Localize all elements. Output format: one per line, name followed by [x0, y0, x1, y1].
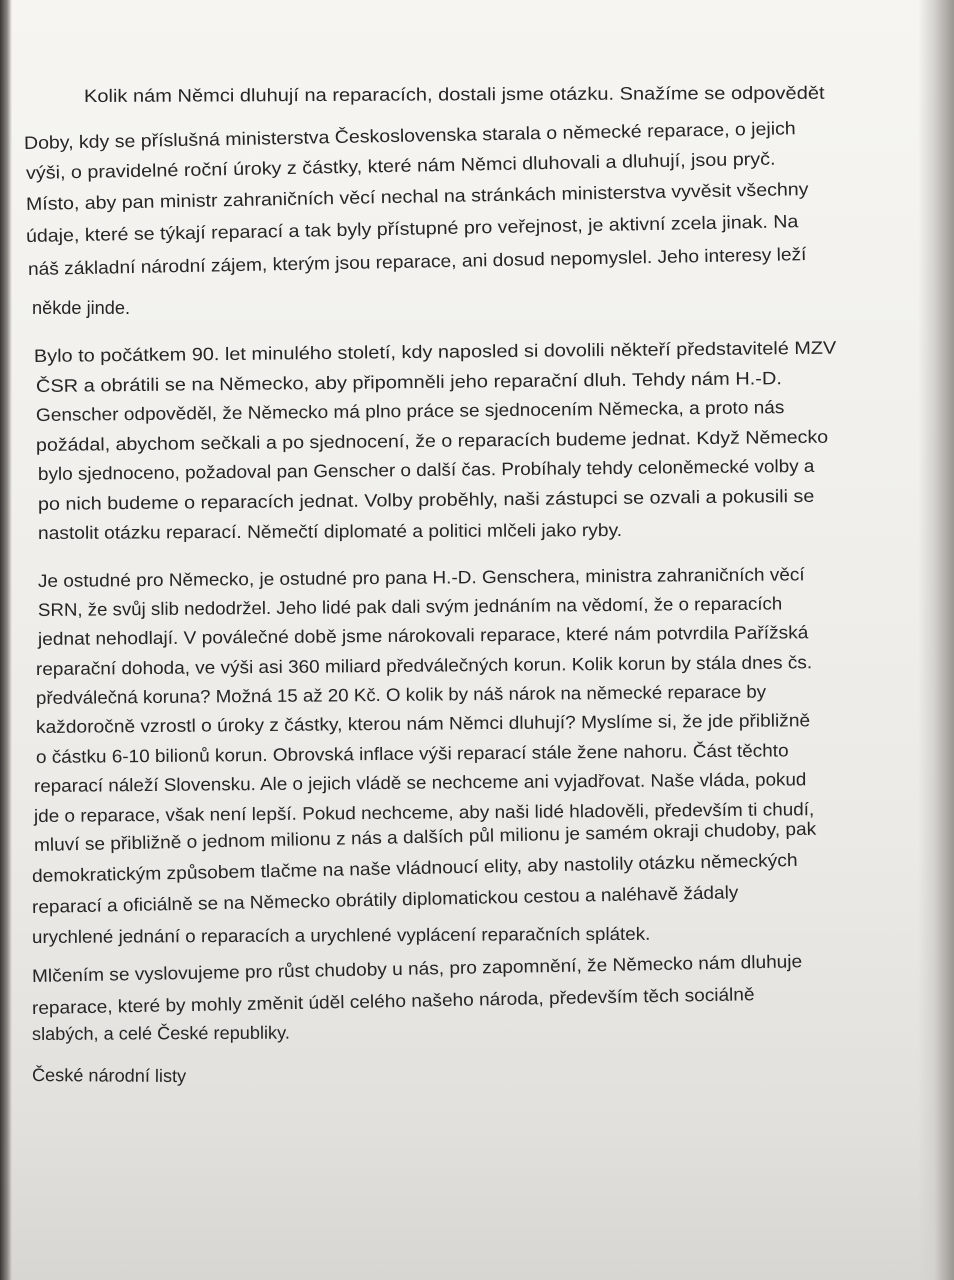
- paragraph-line: výši, o pravidelné roční úroky z částky, které nám Němci dluhovali a dluhují, jsou pryč.: [25, 148, 776, 183]
- paragraph-line: každoročně vzrostl o úroky z částky, kterou nám Němci dluhují? Myslíme si, že jde přibližně: [35, 710, 811, 737]
- paragraph-line: jde o reparace, však není lepší. Pokud nechceme, aby naši lidé hladověli, především ti chudí,: [33, 799, 815, 826]
- paragraph-line: demokratickým způsobem tlačme na naše vládnoucí elity, aby nastolily otázku německých: [31, 849, 798, 886]
- paragraph-line: Doby, kdy se příslušná ministerstva Československa starala o německé reparace, o jejich: [23, 118, 796, 153]
- paragraph-line: nastolit otázku reparací. Němečtí diplomaté a politici mlčeli jako ryby.: [37, 519, 623, 543]
- page-left-shadow: [0, 0, 12, 1280]
- paragraph-line: Mlčením se vyslovujeme pro růst chudoby u nás, pro zapomnění, že Německo nám dluhuje: [31, 951, 803, 986]
- paragraph-line: Místo, aby pan ministr zahraničních věcí nechal na stránkách ministerstva vyvěsit všechny: [25, 178, 809, 214]
- paragraph-line: Je ostudné pro Německo, je ostudné pro pana H.-D. Genschera, ministra zahraničních věcí: [37, 564, 805, 591]
- paragraph-line: o částku 6-10 bilionů korun. Obrovská inflace výši reparací stále žene nahoru. Část těchto: [35, 740, 789, 767]
- document-title: Kolik nám Němci dluhují na reparacích, dostali jsme otázku. Snažíme se odpovědět: [83, 82, 825, 106]
- signature-line: České národní listy: [31, 1065, 187, 1087]
- paragraph-line: bylo sjednoceno, požadoval pan Genscher o další čas. Probíhaly tehdy celoněmecké volby a: [37, 455, 815, 484]
- paragraph-line: Bylo to počátkem 90. let minulého století, kdy naposled si dovolili někteří představitelé MZV: [33, 337, 837, 366]
- paragraph-line: někde jinde.: [32, 298, 131, 318]
- paragraph-line: předválečná koruna? Možná 15 až 20 Kč. O kolik by náš nárok na německé reparace by: [35, 681, 767, 708]
- paragraph-line: údaje, které se týkají reparací a tak byly přístupné pro veřejnost, je aktivní zcela jinak. Na: [25, 211, 799, 246]
- paragraph-line: reparace, které by mohly změnit úděl celého našeho národa, především těch sociálně: [31, 984, 755, 1018]
- paragraph-line: mluví se přibližně o jednom milionu z nás a dalších půl milionu je samém okraji chudoby, pak: [33, 818, 817, 855]
- paragraph-line: jednat nehodlají. V poválečné době jsme nárokovali reparace, které nám potvrdila Pařížská: [37, 622, 809, 649]
- paragraph-line: reparací náleží Slovensku. Ale o jejich vládě se nechceme ani vyjadřovat. Naše vláda, pokud: [33, 769, 807, 796]
- paragraph-line: reparací a oficiálně se na Německo obrátily diplomatickou cestou a naléhavě žádaly: [31, 882, 739, 917]
- paragraph-line: reparační dohoda, ve výši asi 360 miliard předválečných korun. Kolik korun by stála dnes čs.: [35, 652, 813, 679]
- paragraph-line: po nich budeme o reparacích jednat. Volby proběhly, naši zástupci se ozvali a pokusili se: [37, 485, 815, 514]
- paragraph-line: požádal, abychom sečkali a po sjednocení, že o reparacích budeme jednat. Když Německo: [35, 426, 829, 455]
- page-right-shadow: [918, 0, 954, 1280]
- paragraph-line: náš základní národní zájem, kterým jsou reparace, ani dosud nepomyslel. Jeho interesy leží: [27, 244, 807, 279]
- paragraph-line: Genscher odpověděl, že Německo má plno práce se sjednocením Německa, a proto nás: [35, 397, 785, 425]
- paragraph-line: ČSR a obrátili se na Německo, aby připomněli jeho reparační dluh. Tehdy nám H.-D.: [35, 368, 782, 396]
- paragraph-line: slabých, a celé České republiky.: [31, 1022, 290, 1044]
- paragraph-line: SRN, že svůj slib nedodržel. Jeho lidé pak dali svým jednáním na vědomí, že o reparacích: [37, 593, 783, 620]
- paragraph-line: urychlené jednání o reparacích a urychlené vyplácení reparačních splátek.: [31, 923, 651, 947]
